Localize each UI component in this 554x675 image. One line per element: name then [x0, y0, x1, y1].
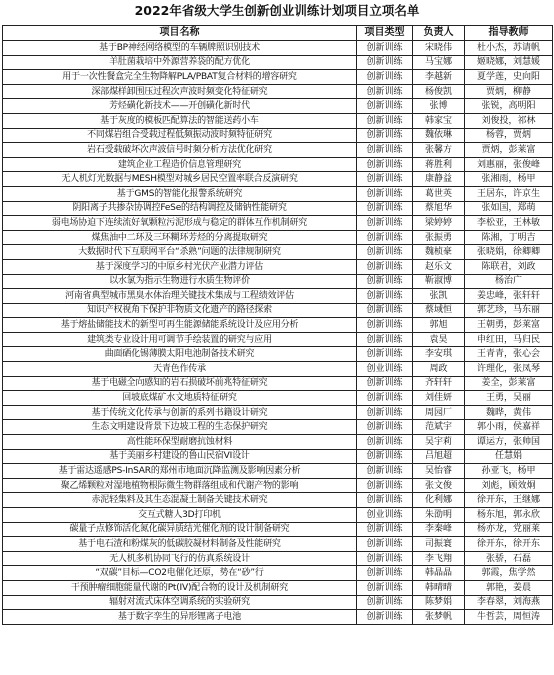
leader-cell: 张博 — [413, 99, 465, 114]
project-type-cell: 创新训练 — [357, 595, 413, 610]
advisor-cell: 王青青，张心会 — [465, 347, 553, 362]
advisor-cell: 李松亚，王林敏 — [465, 216, 553, 231]
table-row — [3, 551, 553, 566]
project-type-cell: 创新训练 — [357, 84, 413, 99]
leader-cell: 吕旭超 — [413, 449, 465, 464]
project-name-cell: 无人机灯光数据与MESH模型对城乡居民空置率联合反演研究 — [3, 172, 357, 187]
advisor-cell: 郭艳，姜晨 — [465, 580, 553, 595]
advisor-cell: 刘惠丽，张俊峰 — [465, 157, 553, 172]
project-name-cell: 辐射对流式床体空调系统的实验研究 — [3, 595, 357, 610]
project-type-cell: 创新训练 — [357, 405, 413, 420]
table-row — [3, 435, 553, 450]
project-name-cell: 芳烃磺化新技术——开创磺化新时代 — [3, 99, 357, 114]
table-row — [3, 420, 553, 435]
project-name-cell: 高性能环保型耐磨抗蚀材料 — [3, 435, 357, 450]
project-name-cell: 岩石受载破坏次声波信号时频分析方法优化研究 — [3, 143, 357, 158]
project-type-cell: 创新训练 — [357, 99, 413, 114]
leader-cell: 袁昊 — [413, 332, 465, 347]
project-type-cell: 创新训练 — [357, 230, 413, 245]
project-name-cell: 用于一次性餐盒完全生物降解PLA/PBAT复合材料的增容研究 — [3, 70, 357, 85]
table-row — [3, 405, 553, 420]
table-row — [3, 70, 553, 85]
leader-cell: 张振勇 — [413, 230, 465, 245]
advisor-cell: 王勇，吴丽 — [465, 391, 553, 406]
advisor-cell: 张湘雨，杨甲 — [465, 172, 553, 187]
advisor-cell: 刘彪，顾效炯 — [465, 478, 553, 493]
table-row — [3, 84, 553, 99]
leader-cell: 范斌宇 — [413, 420, 465, 435]
advisor-cell: 张骄，石磊 — [465, 551, 553, 566]
leader-cell: 吴怡睿 — [413, 464, 465, 479]
table-row — [3, 332, 553, 347]
table-header-row — [3, 26, 553, 41]
project-name-cell: 深部煤样卸围压过程次声波时频变化特征研究 — [3, 84, 357, 99]
project-name-cell: 大数据时代下互联网平台“杀熟”问题的法律规制研究 — [3, 245, 357, 260]
project-name-cell: 基于雷达遥感PS-InSAR的郑州市地面沉降监测及影响因素分析 — [3, 464, 357, 479]
project-type-cell: 创新训练 — [357, 376, 413, 391]
project-name-cell: 生态文明建设背景下边坡工程的生态保护研究 — [3, 420, 357, 435]
advisor-cell: 魏晔，黄伟 — [465, 405, 553, 420]
project-type-cell: 创业训练 — [357, 508, 413, 523]
advisor-cell: 夏学莲，史向阳 — [465, 70, 553, 85]
header-advisor: 指导教师 — [465, 26, 553, 41]
document-title: 2022年省级大学生创新创业训练计划项目立项名单 — [134, 3, 420, 18]
project-type-cell: 创新训练 — [357, 566, 413, 581]
project-name-cell: 基于深度学习的中原乡村光伏产业潜力评估 — [3, 259, 357, 274]
leader-cell: 化利娜 — [413, 493, 465, 508]
advisor-cell: 郭霞，焦学然 — [465, 566, 553, 581]
leader-cell: 蔡域恒 — [413, 303, 465, 318]
project-name-cell: 建筑企业工程造价信息管理研究 — [3, 157, 357, 172]
leader-cell: 李秦峰 — [413, 522, 465, 537]
project-type-cell: 创新训练 — [357, 464, 413, 479]
advisor-cell: 杨蓉，贾炳 — [465, 128, 553, 143]
advisor-cell: 贾炳，柳静 — [465, 84, 553, 99]
leader-cell: 李安琪 — [413, 347, 465, 362]
project-name-cell: 回坡底煤矿水文地质特征研究 — [3, 391, 357, 406]
project-name-cell: 基于传统文化传承与创新的系列书籍设计研究 — [3, 405, 357, 420]
table-row — [3, 55, 553, 70]
project-type-cell: 创新训练 — [357, 332, 413, 347]
table-row — [3, 522, 553, 537]
leader-cell: 齐轩轩 — [413, 376, 465, 391]
project-type-cell: 创新训练 — [357, 420, 413, 435]
project-name-cell: 基于电石渣和粉煤灰的低碳胶凝材料制备及性能研究 — [3, 537, 357, 552]
project-type-cell: 创新训练 — [357, 391, 413, 406]
leader-cell: 蔡旭华 — [413, 201, 465, 216]
advisor-cell: 陈湘，丁明吉 — [465, 230, 553, 245]
leader-cell: 梁婷婷 — [413, 216, 465, 231]
table-row — [3, 128, 553, 143]
project-type-cell: 创新训练 — [357, 41, 413, 56]
project-name-cell: 基于熔盐储能技术的新型可再生能源储能系统设计及应用分析 — [3, 318, 357, 333]
project-type-cell: 创新训练 — [357, 610, 413, 625]
advisor-cell: 张晓娟，徐卿卿 — [465, 245, 553, 260]
leader-cell: 蒋胜利 — [413, 157, 465, 172]
advisor-cell: 姜忠峰，张轩轩 — [465, 289, 553, 304]
project-name-cell: 天青色作传承 — [3, 362, 357, 377]
table-row — [3, 143, 553, 158]
table-row — [3, 274, 553, 289]
project-name-cell: 无人机多机协同飞行的仿真系统设计 — [3, 551, 357, 566]
header-project-type: 项目类型 — [357, 26, 413, 41]
table-row — [3, 478, 553, 493]
leader-cell: 张凯 — [413, 289, 465, 304]
table-row — [3, 376, 553, 391]
leader-cell: 靳淑博 — [413, 274, 465, 289]
advisor-cell: 杜小杰，苏请帆 — [465, 41, 553, 56]
advisor-cell: 李春翠，刘海燕 — [465, 595, 553, 610]
leader-cell: 朱劭明 — [413, 508, 465, 523]
project-type-cell: 创新训练 — [357, 113, 413, 128]
project-name-cell: 聚乙烯颗粒对湿地植物根际微生物群落组成和代谢产物的影响 — [3, 478, 357, 493]
table-row — [3, 537, 553, 552]
project-name-cell: “双碳”目标—CO2电催化还原，势在“砂”行 — [3, 566, 357, 581]
advisor-cell: 贾炳，彭莱富 — [465, 143, 553, 158]
project-type-cell: 创新训练 — [357, 435, 413, 450]
leader-cell: 吴宇莉 — [413, 435, 465, 450]
advisor-cell: 杨治广 — [465, 274, 553, 289]
advisor-cell: 姬晓娜，刘慧媛 — [465, 55, 553, 70]
table-body — [3, 41, 553, 625]
table-row — [3, 201, 553, 216]
project-name-cell: 基于数字孪生的异形锂离子电池 — [3, 610, 357, 625]
advisor-cell: 刘俊投，祁林 — [465, 113, 553, 128]
project-type-cell: 创新训练 — [357, 55, 413, 70]
leader-cell: 宋晓伟 — [413, 41, 465, 56]
table-row — [3, 230, 553, 245]
advisor-cell: 谭运方，张帅国 — [465, 435, 553, 450]
project-name-cell: 知识产权视角下保护非物质文化遗产的路径探索 — [3, 303, 357, 318]
leader-cell: 李越新 — [413, 70, 465, 85]
project-type-cell: 创新训练 — [357, 143, 413, 158]
leader-cell: 韩家宝 — [413, 113, 465, 128]
leader-cell: 张梦帆 — [413, 610, 465, 625]
table-row — [3, 245, 553, 260]
project-type-cell: 创新训练 — [357, 157, 413, 172]
project-type-cell: 创业训练 — [357, 362, 413, 377]
project-type-cell: 创新训练 — [357, 493, 413, 508]
project-type-cell: 创新训练 — [357, 70, 413, 85]
project-type-cell: 创新训练 — [357, 478, 413, 493]
project-name-cell: 不同煤岩组合受载过程低频振动波时频特征研究 — [3, 128, 357, 143]
advisor-cell: 王朝勇，彭莱富 — [465, 318, 553, 333]
table-row — [3, 216, 553, 231]
advisor-cell: 张如国，郑萌 — [465, 201, 553, 216]
project-type-cell: 创新训练 — [357, 318, 413, 333]
table-row — [3, 99, 553, 114]
project-type-cell: 创新训练 — [357, 522, 413, 537]
project-type-cell: 创新训练 — [357, 289, 413, 304]
table-row — [3, 610, 553, 625]
project-type-cell: 创新训练 — [357, 216, 413, 231]
leader-cell: 张馨方 — [413, 143, 465, 158]
advisor-cell: 杨东旭，郭永欣 — [465, 508, 553, 523]
table-row — [3, 289, 553, 304]
project-type-cell: 创新训练 — [357, 551, 413, 566]
advisor-cell: 孙亚飞，杨甲 — [465, 464, 553, 479]
project-type-cell: 创新训练 — [357, 259, 413, 274]
project-name-cell: 碳量子点修饰活化氮化碳异质结光催化剂的设计制备研究 — [3, 522, 357, 537]
project-name-cell: 基于灰度的模板匹配算法的智能送药小车 — [3, 113, 357, 128]
project-name-cell: 基于GMS的智能化报警系统研究 — [3, 186, 357, 201]
advisor-cell: 姜全，彭莱富 — [465, 376, 553, 391]
leader-cell: 魏桢豪 — [413, 245, 465, 260]
project-type-cell: 创新训练 — [357, 449, 413, 464]
table-row — [3, 449, 553, 464]
leader-cell: 司振寰 — [413, 537, 465, 552]
table-row — [3, 186, 553, 201]
leader-cell: 郭旭 — [413, 318, 465, 333]
project-type-cell: 创新训练 — [357, 245, 413, 260]
leader-cell: 葛世英 — [413, 186, 465, 201]
leader-cell: 周园厂 — [413, 405, 465, 420]
advisor-cell: 申红田，马归民 — [465, 332, 553, 347]
project-type-cell: 创新训练 — [357, 303, 413, 318]
advisor-cell: 王居东，许京生 — [465, 186, 553, 201]
table-row — [3, 391, 553, 406]
table-row — [3, 259, 553, 274]
project-name-cell: 基于电磁全向感知的岩石损破坏前兆特征研究 — [3, 376, 357, 391]
table-row — [3, 464, 553, 479]
project-name-cell: 曲面硒化锡薄膜太阳电池制备技术研究 — [3, 347, 357, 362]
table-row — [3, 347, 553, 362]
table-row — [3, 113, 553, 128]
table-row — [3, 493, 553, 508]
project-name-cell: 煤焦油中二环及三环糊环芳烃的分离提取研究 — [3, 230, 357, 245]
leader-cell: 魏依琳 — [413, 128, 465, 143]
advisor-cell: 郭小雨，侯嘉祥 — [465, 420, 553, 435]
project-name-cell: 干预肿瘤细胞能量代谢的Pt(IV)配合物的设计及机制研究 — [3, 580, 357, 595]
advisor-cell: 任慧娟 — [465, 449, 553, 464]
leader-cell: 陈梦娟 — [413, 595, 465, 610]
project-name-cell: 建筑类专业设计用可调节手绘装置的研究与应用 — [3, 332, 357, 347]
advisor-cell: 郭艺珍，马东丽 — [465, 303, 553, 318]
project-name-cell: 赤泥轻集料及其生态混凝土制备关键技术研究 — [3, 493, 357, 508]
project-name-cell: 阴阳离子共掺杂协调控FeSe的结构调控及储钠性能研究 — [3, 201, 357, 216]
project-type-cell: 创新训练 — [357, 537, 413, 552]
project-type-cell: 创新训练 — [357, 172, 413, 187]
table-row — [3, 362, 553, 377]
advisor-cell: 陈联君，刘政 — [465, 259, 553, 274]
project-type-cell: 创新训练 — [357, 274, 413, 289]
leader-cell: 李飞翔 — [413, 551, 465, 566]
leader-cell: 韩晶晶 — [413, 566, 465, 581]
advisor-cell: 张锐，高明阳 — [465, 99, 553, 114]
project-name-cell: 弱电场协迫下连续流好氧颗粒污泥形成与稳定的群体互作机制研究 — [3, 216, 357, 231]
project-type-cell: 创新训练 — [357, 186, 413, 201]
project-name-cell: 河南省典型城市黑臭水体治理关键技术集成与工程绩效评估 — [3, 289, 357, 304]
table-row — [3, 318, 553, 333]
table-row — [3, 595, 553, 610]
project-type-cell: 创新训练 — [357, 580, 413, 595]
table-row — [3, 580, 553, 595]
header-project-name: 项目名称 — [3, 26, 357, 41]
project-name-cell: 以水氯为指示生物进行水质生物评价 — [3, 274, 357, 289]
leader-cell: 赵乐文 — [413, 259, 465, 274]
table-row — [3, 303, 553, 318]
advisor-cell: 许理化，张凤琴 — [465, 362, 553, 377]
advisor-cell: 杨亦龙，党丽莱 — [465, 522, 553, 537]
project-name-cell: 基于BP神经网络模型的车辆牌照识别技术 — [3, 41, 357, 56]
leader-cell: 康静益 — [413, 172, 465, 187]
project-name-cell: 基于美丽乡村建设的鲁山民宿VI设计 — [3, 449, 357, 464]
table-row — [3, 508, 553, 523]
table-row — [3, 172, 553, 187]
leader-cell: 韩晴晴 — [413, 580, 465, 595]
leader-cell: 杨俊凯 — [413, 84, 465, 99]
leader-cell: 刘佳妍 — [413, 391, 465, 406]
project-name-cell: 交互式糖人3D打印机 — [3, 508, 357, 523]
project-type-cell: 创新训练 — [357, 201, 413, 216]
table-row — [3, 566, 553, 581]
project-table — [2, 25, 553, 625]
project-name-cell: 羊肚菌栽培中外源营养袋的配方优化 — [3, 55, 357, 70]
advisor-cell: 徐开东，徐开东 — [465, 537, 553, 552]
table-row — [3, 41, 553, 56]
advisor-cell: 牛哲芸，周恒涛 — [465, 610, 553, 625]
table-row — [3, 157, 553, 172]
leader-cell: 马宝娜 — [413, 55, 465, 70]
leader-cell: 周政 — [413, 362, 465, 377]
project-type-cell: 创新训练 — [357, 347, 413, 362]
advisor-cell: 徐开东，王继娜 — [465, 493, 553, 508]
leader-cell: 张文俊 — [413, 478, 465, 493]
project-type-cell: 创新训练 — [357, 128, 413, 143]
header-leader: 负责人 — [413, 26, 465, 41]
